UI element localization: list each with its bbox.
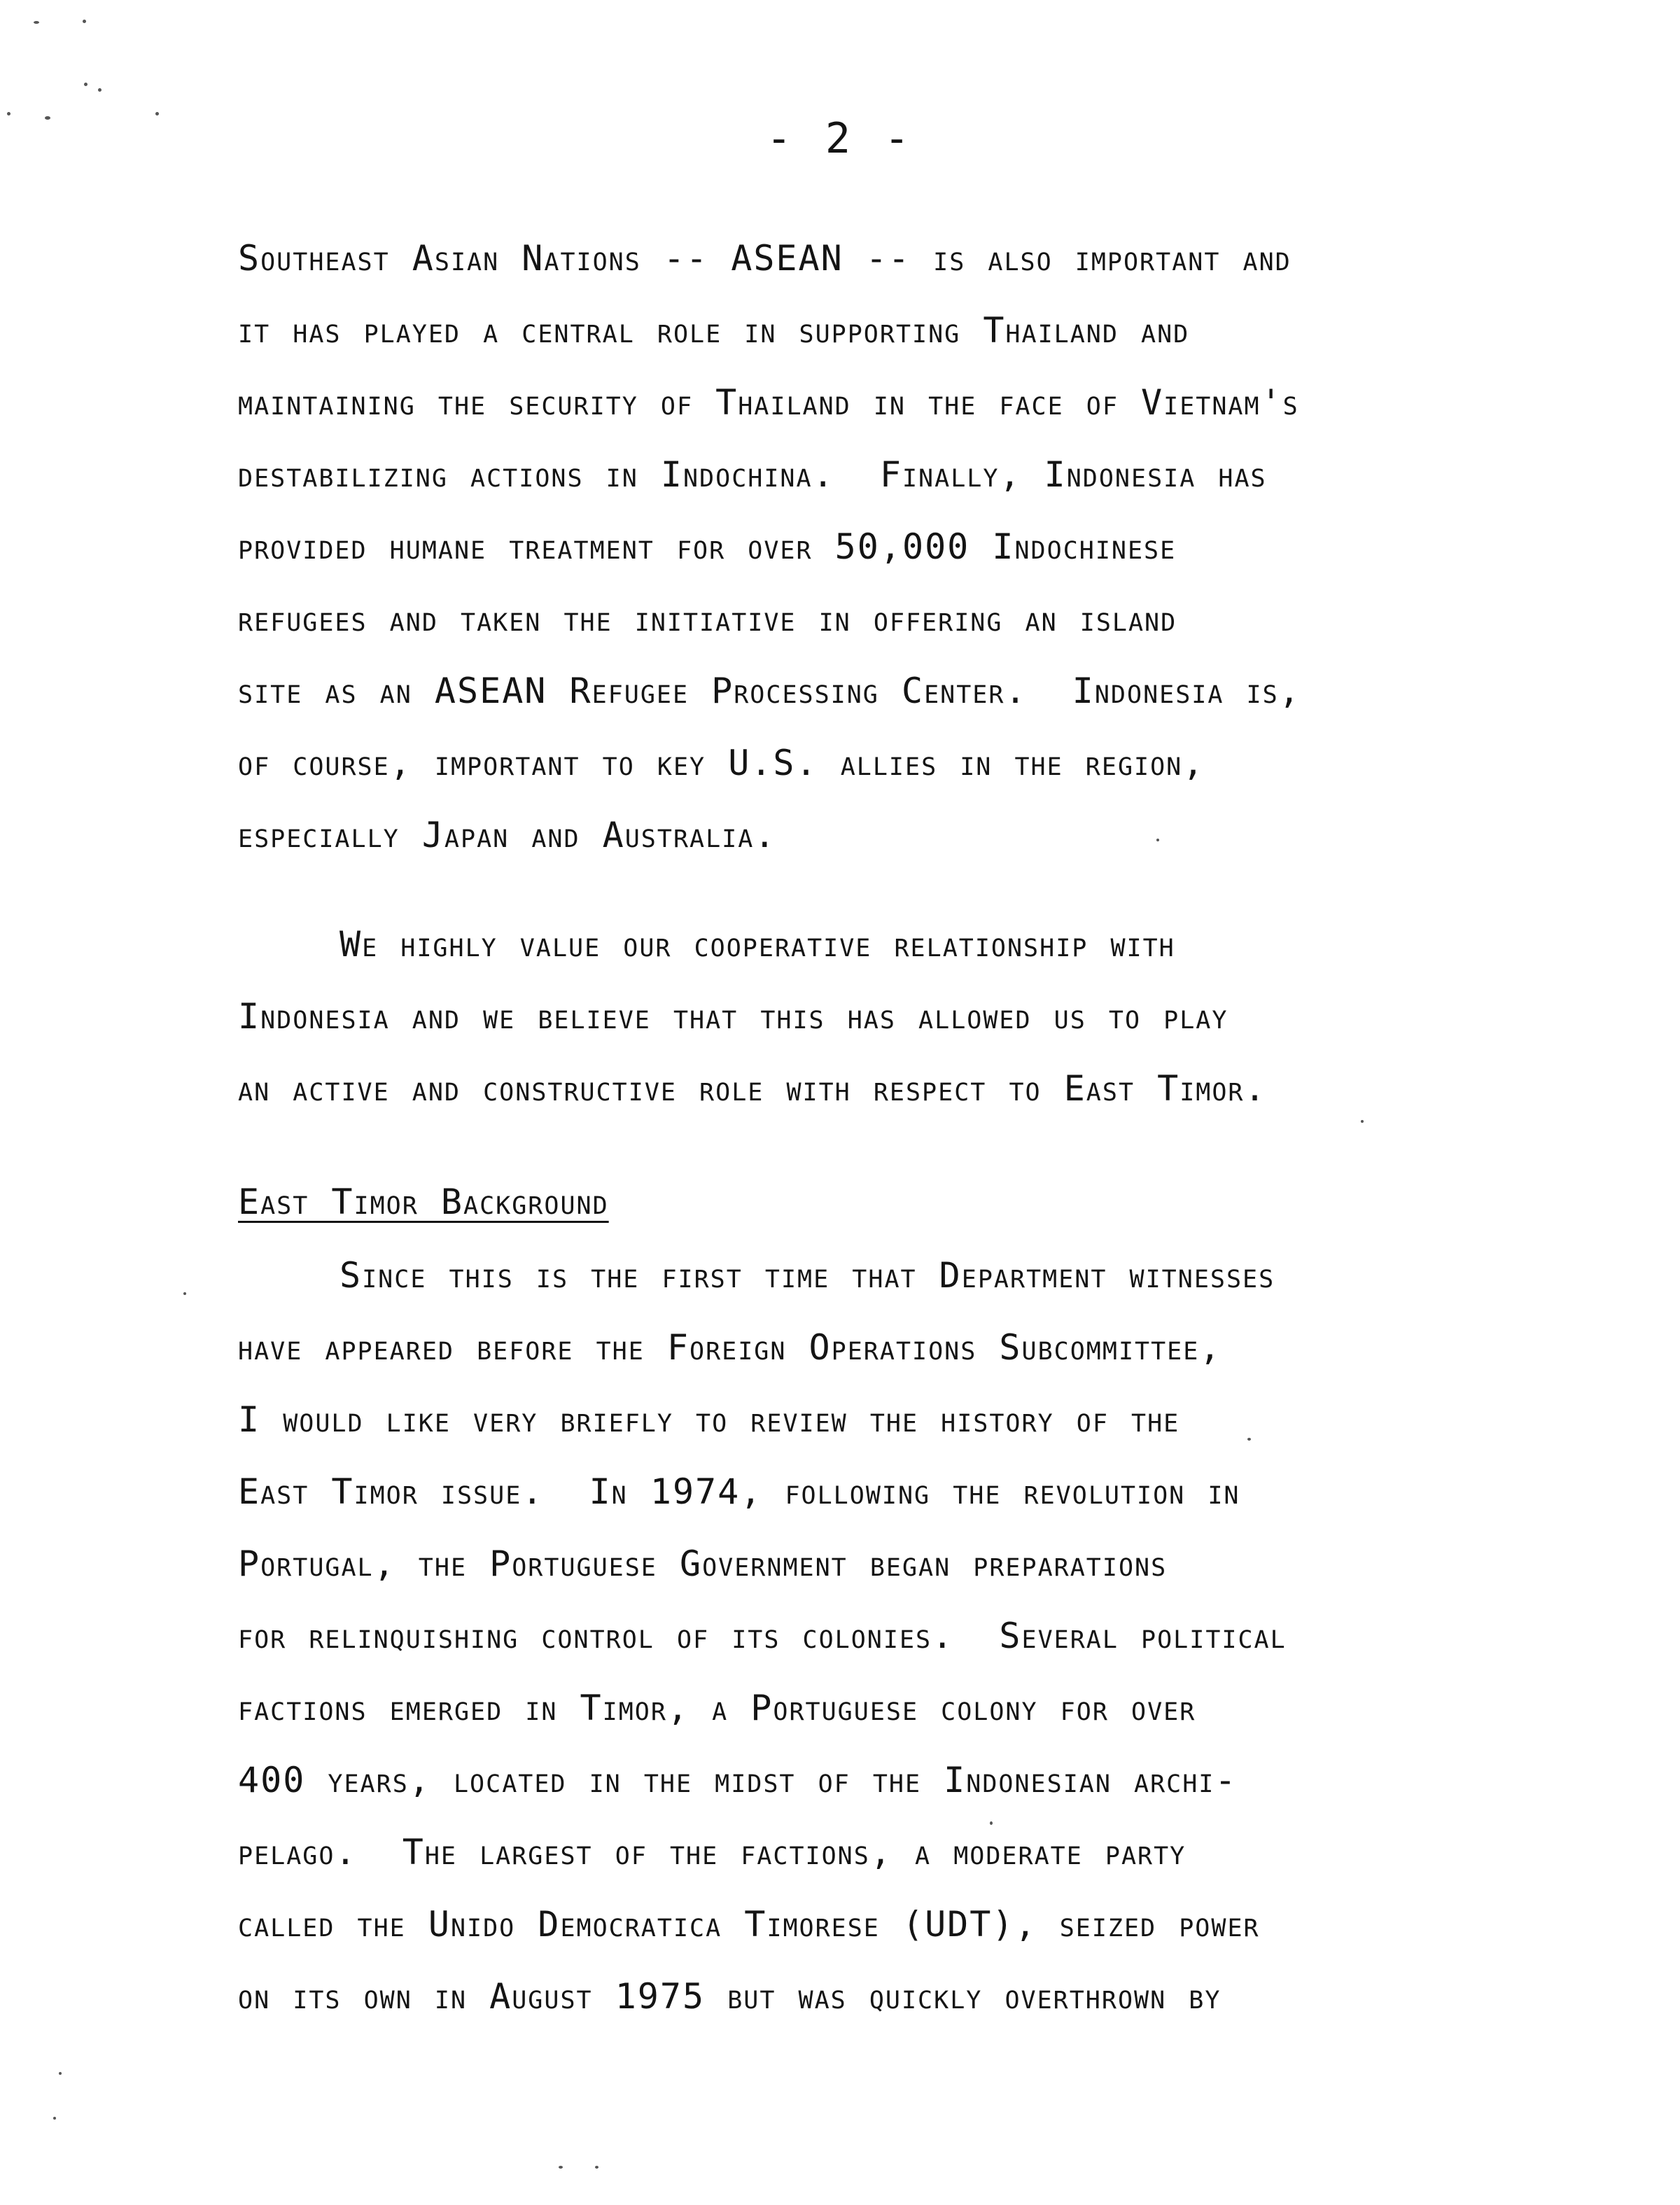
scan-speck <box>595 2166 598 2169</box>
text-line: provided humane treatment for over 50,000 Indochinese <box>238 526 1177 567</box>
section-heading: East Timor Background <box>238 1182 609 1222</box>
text-line: site as an ASEAN Refugee Processing Center. Indonesia is, <box>238 671 1301 711</box>
text-line: We highly value our cooperative relationship with <box>340 924 1175 965</box>
scan-speck <box>183 1292 186 1295</box>
scan-speck <box>34 21 39 24</box>
text-line: have appeared before the Foreign Operations Subcommittee, <box>238 1327 1222 1368</box>
scan-speck <box>1156 839 1159 841</box>
text-line: of course, important to key U.S. allies in the region, <box>238 743 1205 783</box>
scan-speck <box>559 2166 563 2169</box>
text-line: East Timor issue. In 1974, following the revolution in <box>238 1471 1240 1512</box>
scan-speck <box>59 2072 62 2075</box>
scan-speck <box>45 116 50 120</box>
text-line: pelago. The largest of the factions, a moderate party <box>238 1832 1186 1872</box>
text-line: refugees and taken the initiative in offering an island <box>238 598 1177 639</box>
text-line: I would like very briefly to review the history of the <box>238 1399 1180 1440</box>
text-line: called the Unido Democratica Timorese (UDT), seized power <box>238 1904 1260 1945</box>
text-line: Indonesia and we believe that this has allowed us to play <box>238 996 1228 1037</box>
text-line: 400 years, located in the midst of the Indonesian archi- <box>238 1760 1238 1800</box>
scan-speck <box>84 83 88 86</box>
text-line: maintaining the security of Thailand in the face of Vietnam's <box>238 382 1299 423</box>
text-line: Portugal, the Portuguese Government began preparations <box>238 1544 1168 1584</box>
scan-speck <box>7 112 10 115</box>
scan-speck <box>155 112 159 115</box>
scan-speck <box>53 2117 56 2120</box>
text-line: on its own in August 1975 but was quickly overthrown by <box>238 1976 1222 2017</box>
text-line: Since this is the first time that Department witnesses <box>340 1255 1275 1296</box>
text-line: for relinquishing control of its colonies. Several political <box>238 1616 1287 1656</box>
page-number: - 2 - <box>766 114 914 163</box>
text-line: especially Japan and Australia. <box>238 815 777 855</box>
text-line: Southeast Asian Nations -- ASEAN -- is also important and <box>238 238 1292 279</box>
scan-speck <box>1247 1438 1251 1441</box>
text-line: factions emerged in Timor, a Portuguese colony for over <box>238 1688 1196 1728</box>
scan-speck <box>98 88 102 92</box>
scan-speck <box>1361 1120 1364 1123</box>
text-line: an active and constructive role with respect to East Timor. <box>238 1068 1267 1109</box>
text-line: it has played a central role in supporting Thailand and <box>238 310 1190 351</box>
text-line: destabilizing actions in Indochina. Finally, Indonesia has <box>238 454 1267 495</box>
scan-speck <box>83 20 86 23</box>
scan-speck <box>990 1821 993 1825</box>
